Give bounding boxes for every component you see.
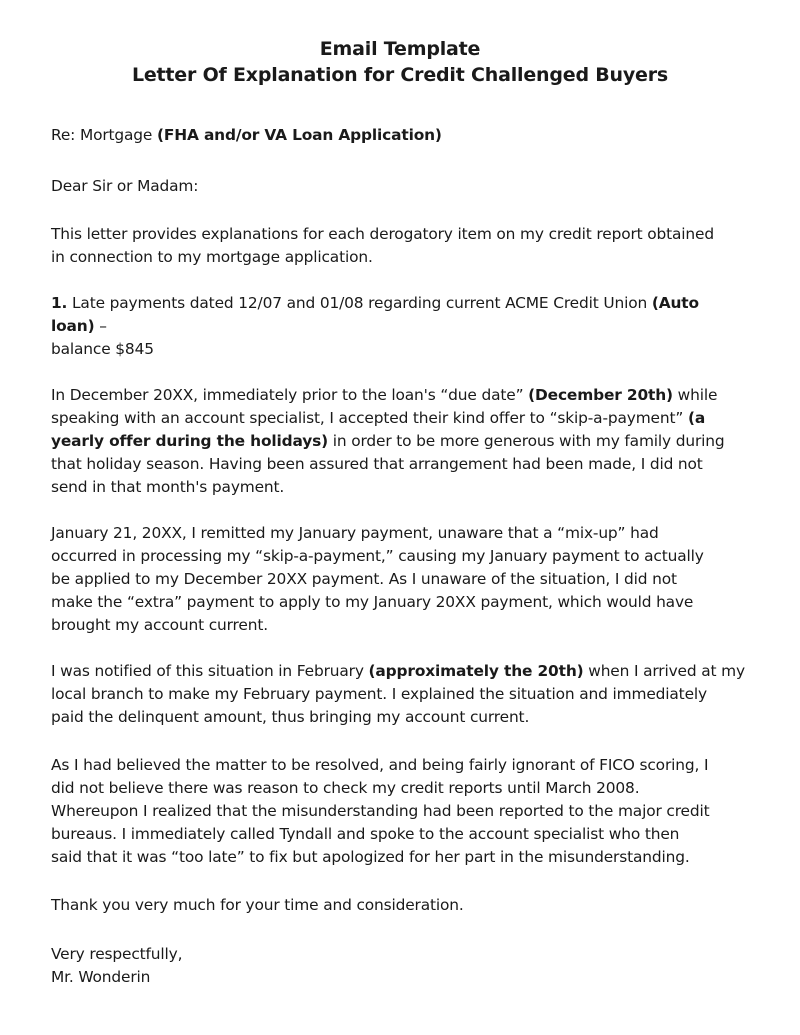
re-bold: (FHA and/or VA Loan Application) [157, 126, 442, 144]
para3-bold-date: (approximately the 20th) [368, 662, 584, 680]
item1-line-2 [51, 315, 107, 338]
thanks-line: Thank you very much for your time and consideration. [51, 896, 464, 914]
item1-text: Late payments dated 12/07 and 01/08 regarding current ACME Credit Union [67, 294, 652, 312]
para2-line-2: occurred in processing my “skip-a-payment,” causing my January payment to actually [51, 547, 704, 565]
para3-text-a: I was notified of this situation in February [51, 662, 369, 680]
para3-line-3: paid the delinquent amount, thus bringing my account current. [51, 708, 530, 726]
intro-line-2: in connection to my mortgage application. [51, 248, 373, 266]
para1-bold-offer: yearly offer during the holidays) [51, 432, 329, 450]
para2-line-4: make the “extra” payment to apply to my January 20XX payment, which would have [51, 593, 694, 611]
para2-line-5: brought my account current. [51, 616, 268, 634]
para2-line-1: January 21, 20XX, I remitted my January payment, unaware that a “mix-up” had [51, 524, 659, 542]
para4-line-5: said that it was “too late” to fix but apologized for her part in the misunderstanding. [51, 848, 690, 866]
para1-text-a: In December 20XX, immediately prior to the loan's “due date” [51, 386, 529, 404]
closing-line: Very respectfully, [51, 945, 183, 963]
item1-dash: – [94, 317, 107, 335]
item1-bold-loan: loan) [51, 317, 95, 335]
intro-line-1: This letter provides explanations for each derogatory item on my credit report obtained [51, 225, 714, 243]
para4-line-3: Whereupon I realized that the misunderstanding had been reported to the major credit [51, 802, 710, 820]
para1-text-e: in order to be more generous with my family during [328, 432, 725, 450]
para2-line-3: be applied to my December 20XX payment. As I unaware of the situation, I did not [51, 570, 677, 588]
item1-number: 1. [51, 294, 68, 312]
document-title [0, 36, 800, 88]
para1-bold-date: (December 20th) [528, 386, 673, 404]
item1-line-3: balance $845 [51, 340, 154, 358]
para3-line-1 [51, 660, 745, 683]
title-line-2: Letter Of Explanation for Credit Challenged Buyers [131, 64, 669, 86]
para4-line-1: As I had believed the matter to be resolved, and being fairly ignorant of FICO scoring, I [51, 756, 709, 774]
para4-line-4: bureaus. I immediately called Tyndall and spoke to the account specialist who then [51, 825, 680, 843]
title-line-1: Email Template [319, 38, 481, 60]
para3-line-2: local branch to make my February payment. I explained the situation and immediately [51, 685, 707, 703]
para1-text-d: speaking with an account specialist, I accepted their kind offer to “skip-a-payment” [51, 409, 688, 427]
signature-line: Mr. Wonderin [51, 968, 151, 986]
para1-line-2 [51, 407, 705, 430]
para1-text-c: while [672, 386, 718, 404]
re-line [51, 124, 442, 147]
para1-line-4: that holiday season. Having been assured that arrangement had been made, I did not [51, 455, 703, 473]
para1-line-3 [51, 430, 725, 453]
salutation: Dear Sir or Madam: [51, 177, 199, 195]
para1-line-1 [51, 384, 717, 407]
para1-line-5: send in that month's payment. [51, 478, 285, 496]
re-prefix: Re: Mortgage [51, 126, 157, 144]
para4-line-2: did not believe there was reason to check my credit reports until March 2008. [51, 779, 640, 797]
item1-bold-auto: (Auto [651, 294, 699, 312]
para1-bold-a: (a [687, 409, 706, 427]
item1-line-1 [51, 292, 699, 315]
para3-text-c: when I arrived at my [583, 662, 745, 680]
